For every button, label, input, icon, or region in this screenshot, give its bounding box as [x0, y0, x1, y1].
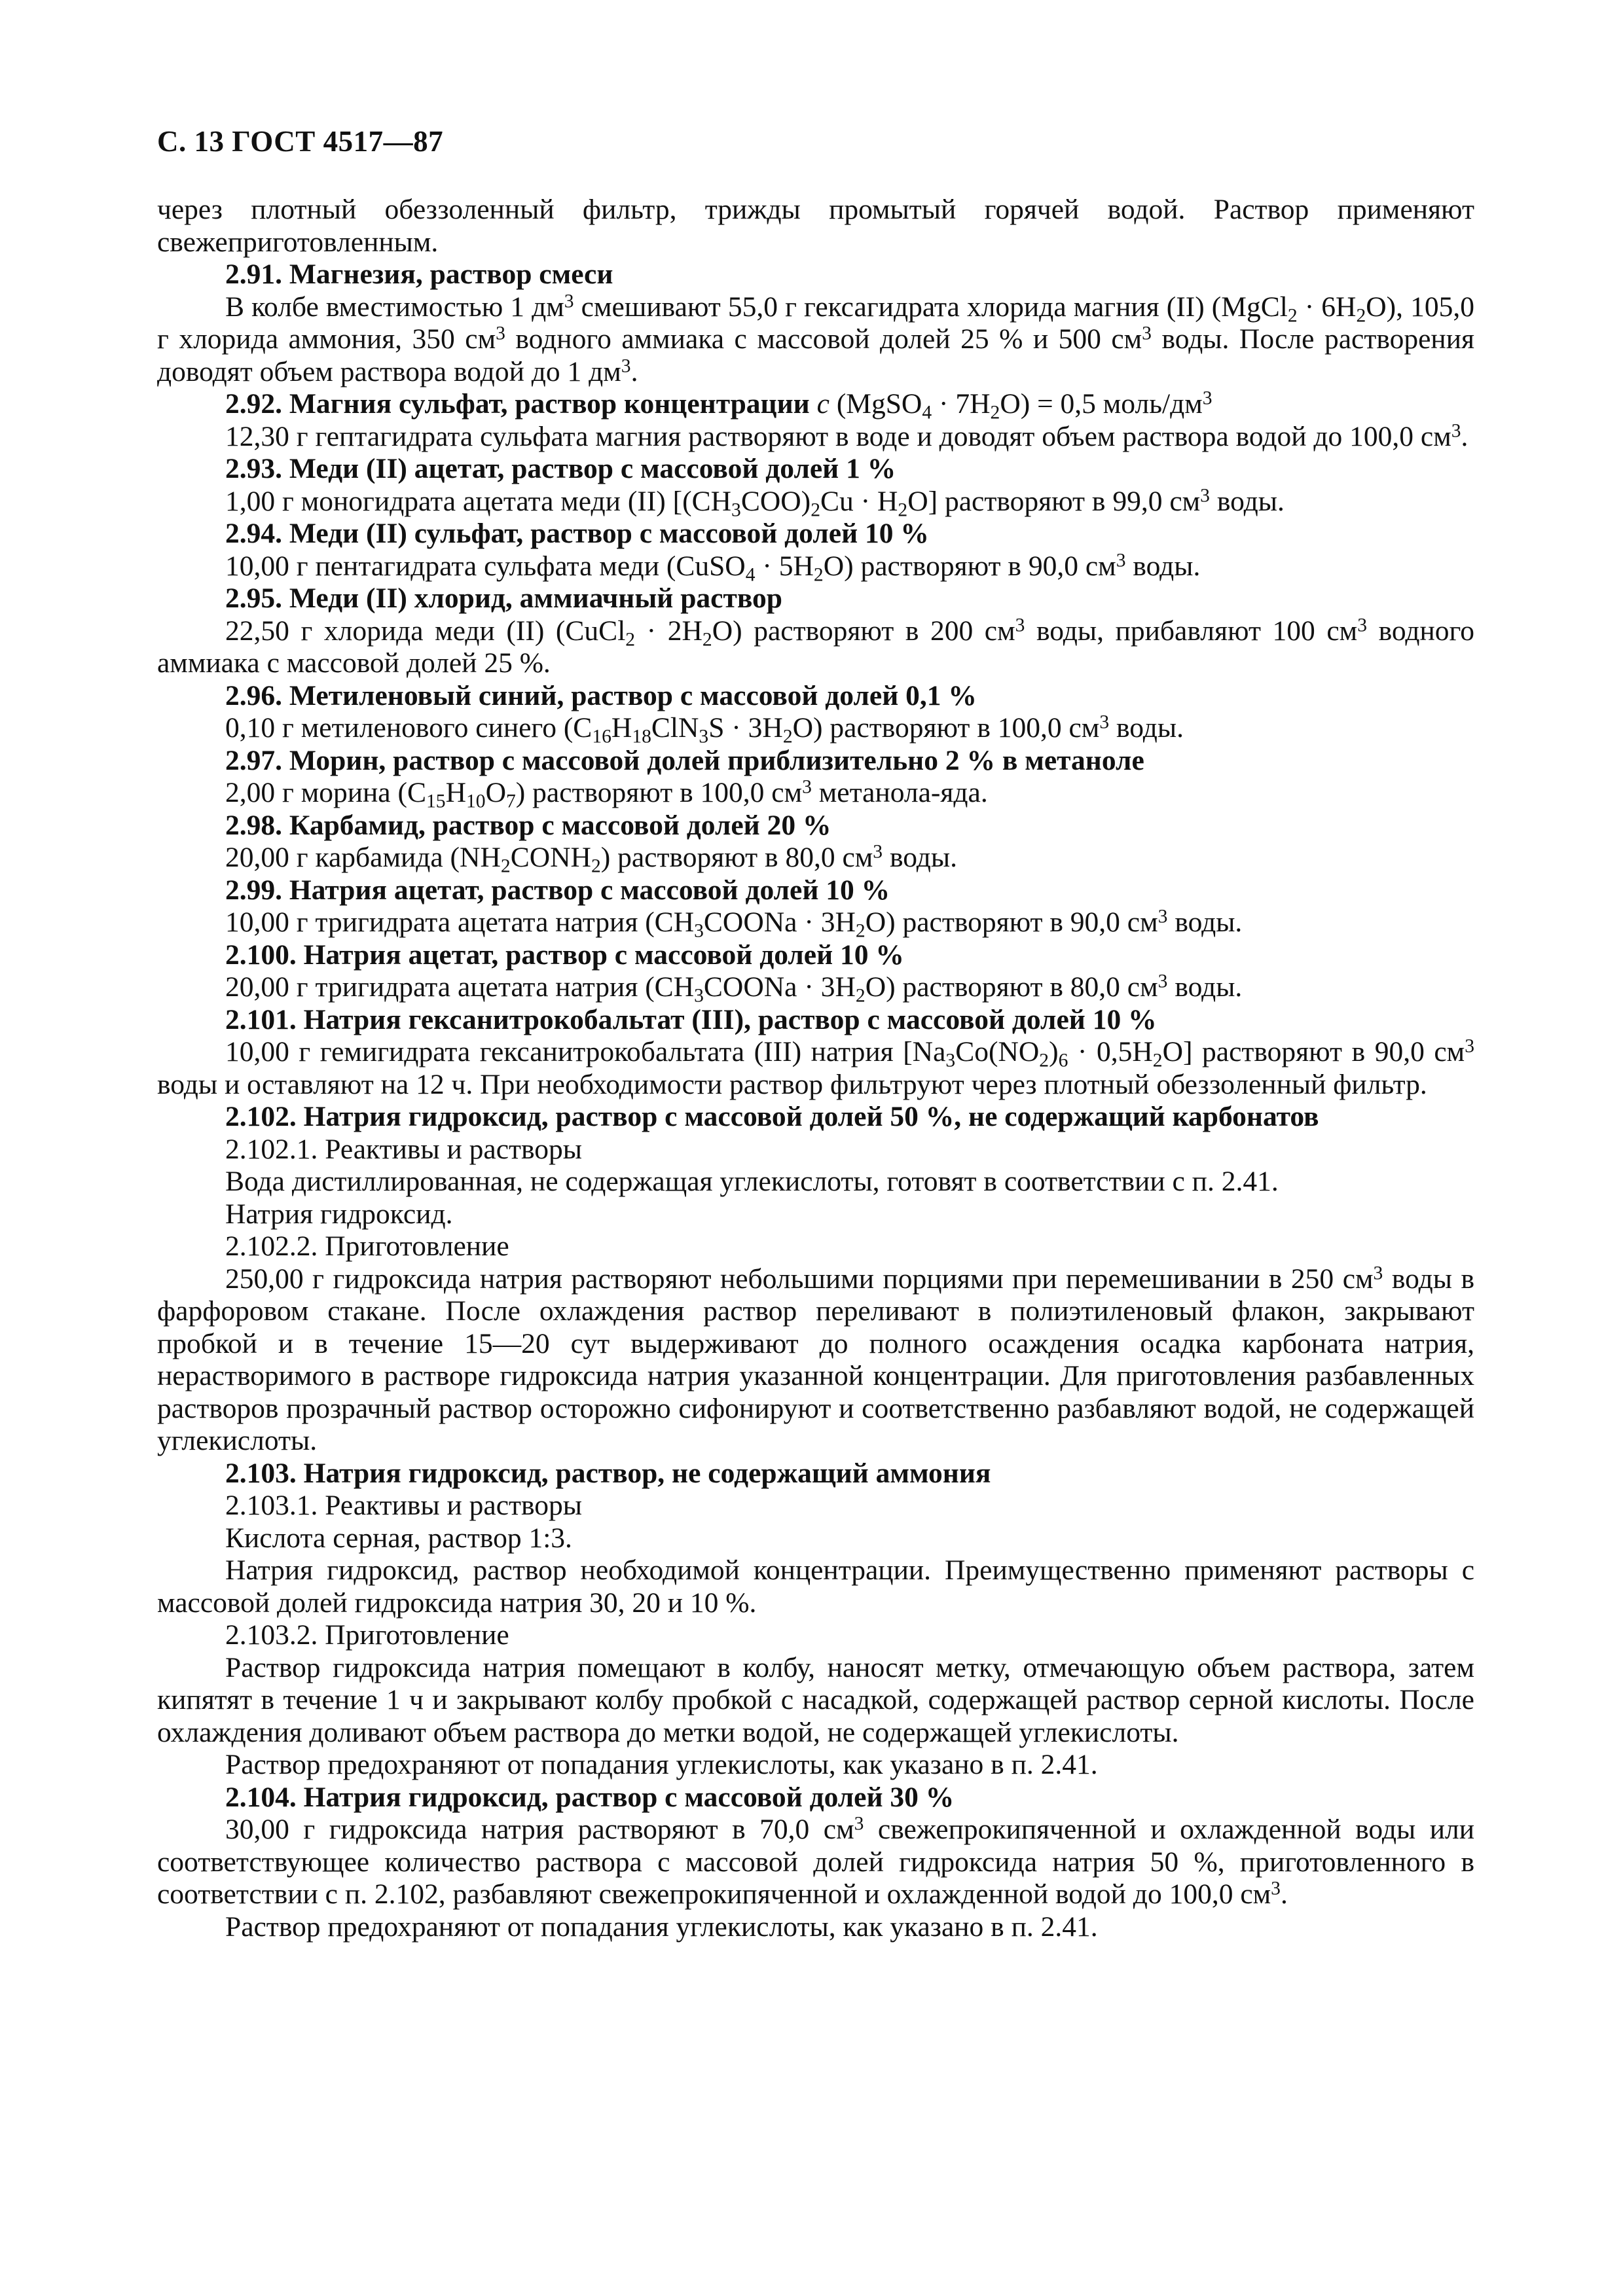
section-heading: 2.104. Натрия гидроксид, раствор с массовой долей 30 %	[225, 1781, 955, 1813]
paragraph: Натрия гидроксид.	[225, 1198, 453, 1230]
paragraph: Натрия гидроксид, раствор необходимой концентрации. Преимущественно применяют растворы с массовой долей гидроксида натрия 30, 20 и 10 %.	[157, 1554, 1474, 1619]
paragraph: 10,00 г пентагидрата сульфата меди (CuSO$_4$ · $5H_2O$) растворяют в 90,0 $см^3$ воды.	[225, 550, 1201, 585]
paragraph: Раствор гидроксида натрия помещают в колбу, наносят метку, отмечающую объем раствора, затем кипятят в течение 1 ч и закрывают колбу пробкой с насадкой, содержащей раствор серной кислоты. После охлаждения доливают объем раствора до метки водой, не содержащей углекислоты.	[157, 1651, 1474, 1748]
paragraph: 10,00 г гемигидрата гексанитрокобальтата (III) натрия $[Na_3Co(NO_2)_6 \cdot 0,5H_2O]$ растворяют в 90,0 $см^3$ воды и оставляют на 12 ч. При необходимости раствор фильтруют через плотный обеззоленный фильтр.	[157, 1035, 1474, 1100]
document-body	[157, 194, 1474, 1943]
section-heading: 2.96. Метиленовый синий, раствор с массовой долей 0,1 %	[225, 679, 977, 711]
section-heading: 2.93. Меди (II) ацетат, раствор с массовой долей 1 %	[225, 453, 896, 484]
paragraph: Раствор предохраняют от попадания углекислоты, как указано в п. 2.41.	[225, 1910, 1098, 1943]
section-heading: 2.103. Натрия гидроксид, раствор, не содержащий аммония	[225, 1457, 991, 1489]
paragraph: 10,00 г тригидрата ацетата натрия $(CH_3COONa \cdot 3H_2O)$ растворяют в 90,0 $см^3$ воды.	[225, 906, 1243, 942]
paragraph: 20,00 г карбамида $(NH_2CONH_2)$ растворяют в 80,0 $см^3$ воды.	[225, 841, 957, 877]
paragraph: В колбе вместимостью 1 $дм^3$ смешивают 55,0 г гексагидрата хлорида магния (II) (MgCl$_2$ · $6H_2O$), 105,0 г хлорида аммония, 350 $см^3$ водного аммиака с массовой долей 25 % и 500 $см^3$ воды. После растворения доводят объем раствора водой до 1 $дм^3$.	[157, 291, 1474, 387]
section-heading: 2.98. Карбамид, раствор с массовой долей 20 %	[225, 809, 831, 841]
paragraph: 2.102.1. Реактивы и растворы	[225, 1133, 583, 1165]
paragraph: 20,00 г тригидрата ацетата натрия $(CH_3COONa \cdot 3H_2O)$ растворяют в 80,0 $см^3$ воды.	[225, 971, 1243, 1007]
paragraph: Раствор предохраняют от попадания углекислоты, как указано в п. 2.41.	[225, 1749, 1098, 1780]
paragraph: через плотный обеззоленный фильтр, трижды промытый горячей водой. Раствор применяют свежеприготовленным.	[157, 194, 1474, 258]
paragraph: 250,00 г гидроксида натрия растворяют небольшими порциями при перемешивании в 250 $см^3$ воды в фарфоровом стакане. После охлаждения раствор переливают в полиэтиленовый флакон, закрывают пробкой и в течение 15—20 сут выдерживают до полного осаждения осадка карбоната натрия, нерастворимого в растворе гидроксида натрия указанной концентрации. Для приготовления разбавленных растворов прозрачный раствор осторожно сифонируют и соответственно разбавляют водой, не содержащей углекислоты.	[157, 1263, 1474, 1456]
section-heading: 2.101. Натрия гексанитрокобальтат (III), раствор с массовой долей 10 %	[225, 1003, 1157, 1035]
page-header: С. 13 ГОСТ 4517—87	[157, 125, 444, 158]
paragraph: 0,10 г метиленового синего $(C_{16}H_{18}ClN_3S \cdot 3H_2O)$ растворяют в 100,0 $см^3$ воды.	[225, 711, 1184, 747]
paragraph: 2.102.2. Приготовление	[225, 1230, 509, 1262]
paragraph: Кислота серная, раствор 1:3.	[225, 1522, 572, 1554]
section-heading: 2.99. Натрия ацетат, раствор с массовой долей 10 %	[225, 874, 890, 906]
section-heading: 2.92. Магния сульфат, раствор концентрации c (MgSO$_4$ · $7H_2O) = 0,5$ моль/$дм^3$	[225, 387, 1213, 423]
paragraph: 22,50 г хлорида меди (II) (CuCl$_2$ · $2H_2O$) растворяют в 200 $см^3$ воды, прибавляют 100 $см^3$ водного аммиака с массовой долей 25 %.	[157, 615, 1475, 679]
paragraph: Вода дистиллированная, не содержащая углекислоты, готовят в соответствии с п. 2.41.	[225, 1166, 1279, 1197]
section-heading: 2.100. Натрия ацетат, раствор с массовой долей 10 %	[225, 939, 904, 971]
section-heading: 2.102. Натрия гидроксид, раствор с массовой долей 50 %, не содержащий карбонатов	[225, 1101, 1319, 1132]
paragraph: 30,00 г гидроксида натрия растворяют в 70,0 $см^3$ свежепрокипяченной и охлажденной воды или соответствующее количество раствора с массовой долей гидроксида натрия 50 %, приготовленного в соответствии с п. 2.102, разбавляют свежепрокипяченной и охлажденной водой до 100,0 $см^3$.	[157, 1813, 1474, 1910]
paragraph: 2,00 г морина $(C_{15}H_{10}O_7)$ растворяют в 100,0 $см^3$ метанола-яда.	[225, 776, 988, 812]
paragraph: 2.103.2. Приготовление	[225, 1619, 509, 1651]
section-heading: 2.95. Меди (II) хлорид, аммиачный раствор	[225, 583, 782, 614]
paragraph: 12,30 г гептагидрата сульфата магния растворяют в воде и доводят объем раствора водой до 100,0 $см^3$.	[225, 420, 1468, 452]
paragraph: 2.103.1. Реактивы и растворы	[225, 1490, 583, 1521]
paragraph: 1,00 г моногидрата ацетата меди (II) $[(CH_3COO)_2Cu \cdot H_2O]$ растворяют в 99,0 $см^3$ воды.	[225, 485, 1285, 520]
section-heading: 2.97. Морин, раствор с массовой долей приблизительно 2 % в метаноле	[225, 744, 1144, 776]
section-heading: 2.91. Магнезия, раствор смеси	[225, 259, 613, 290]
section-heading: 2.94. Меди (II) сульфат, раствор с массовой долей 10 %	[225, 518, 929, 549]
